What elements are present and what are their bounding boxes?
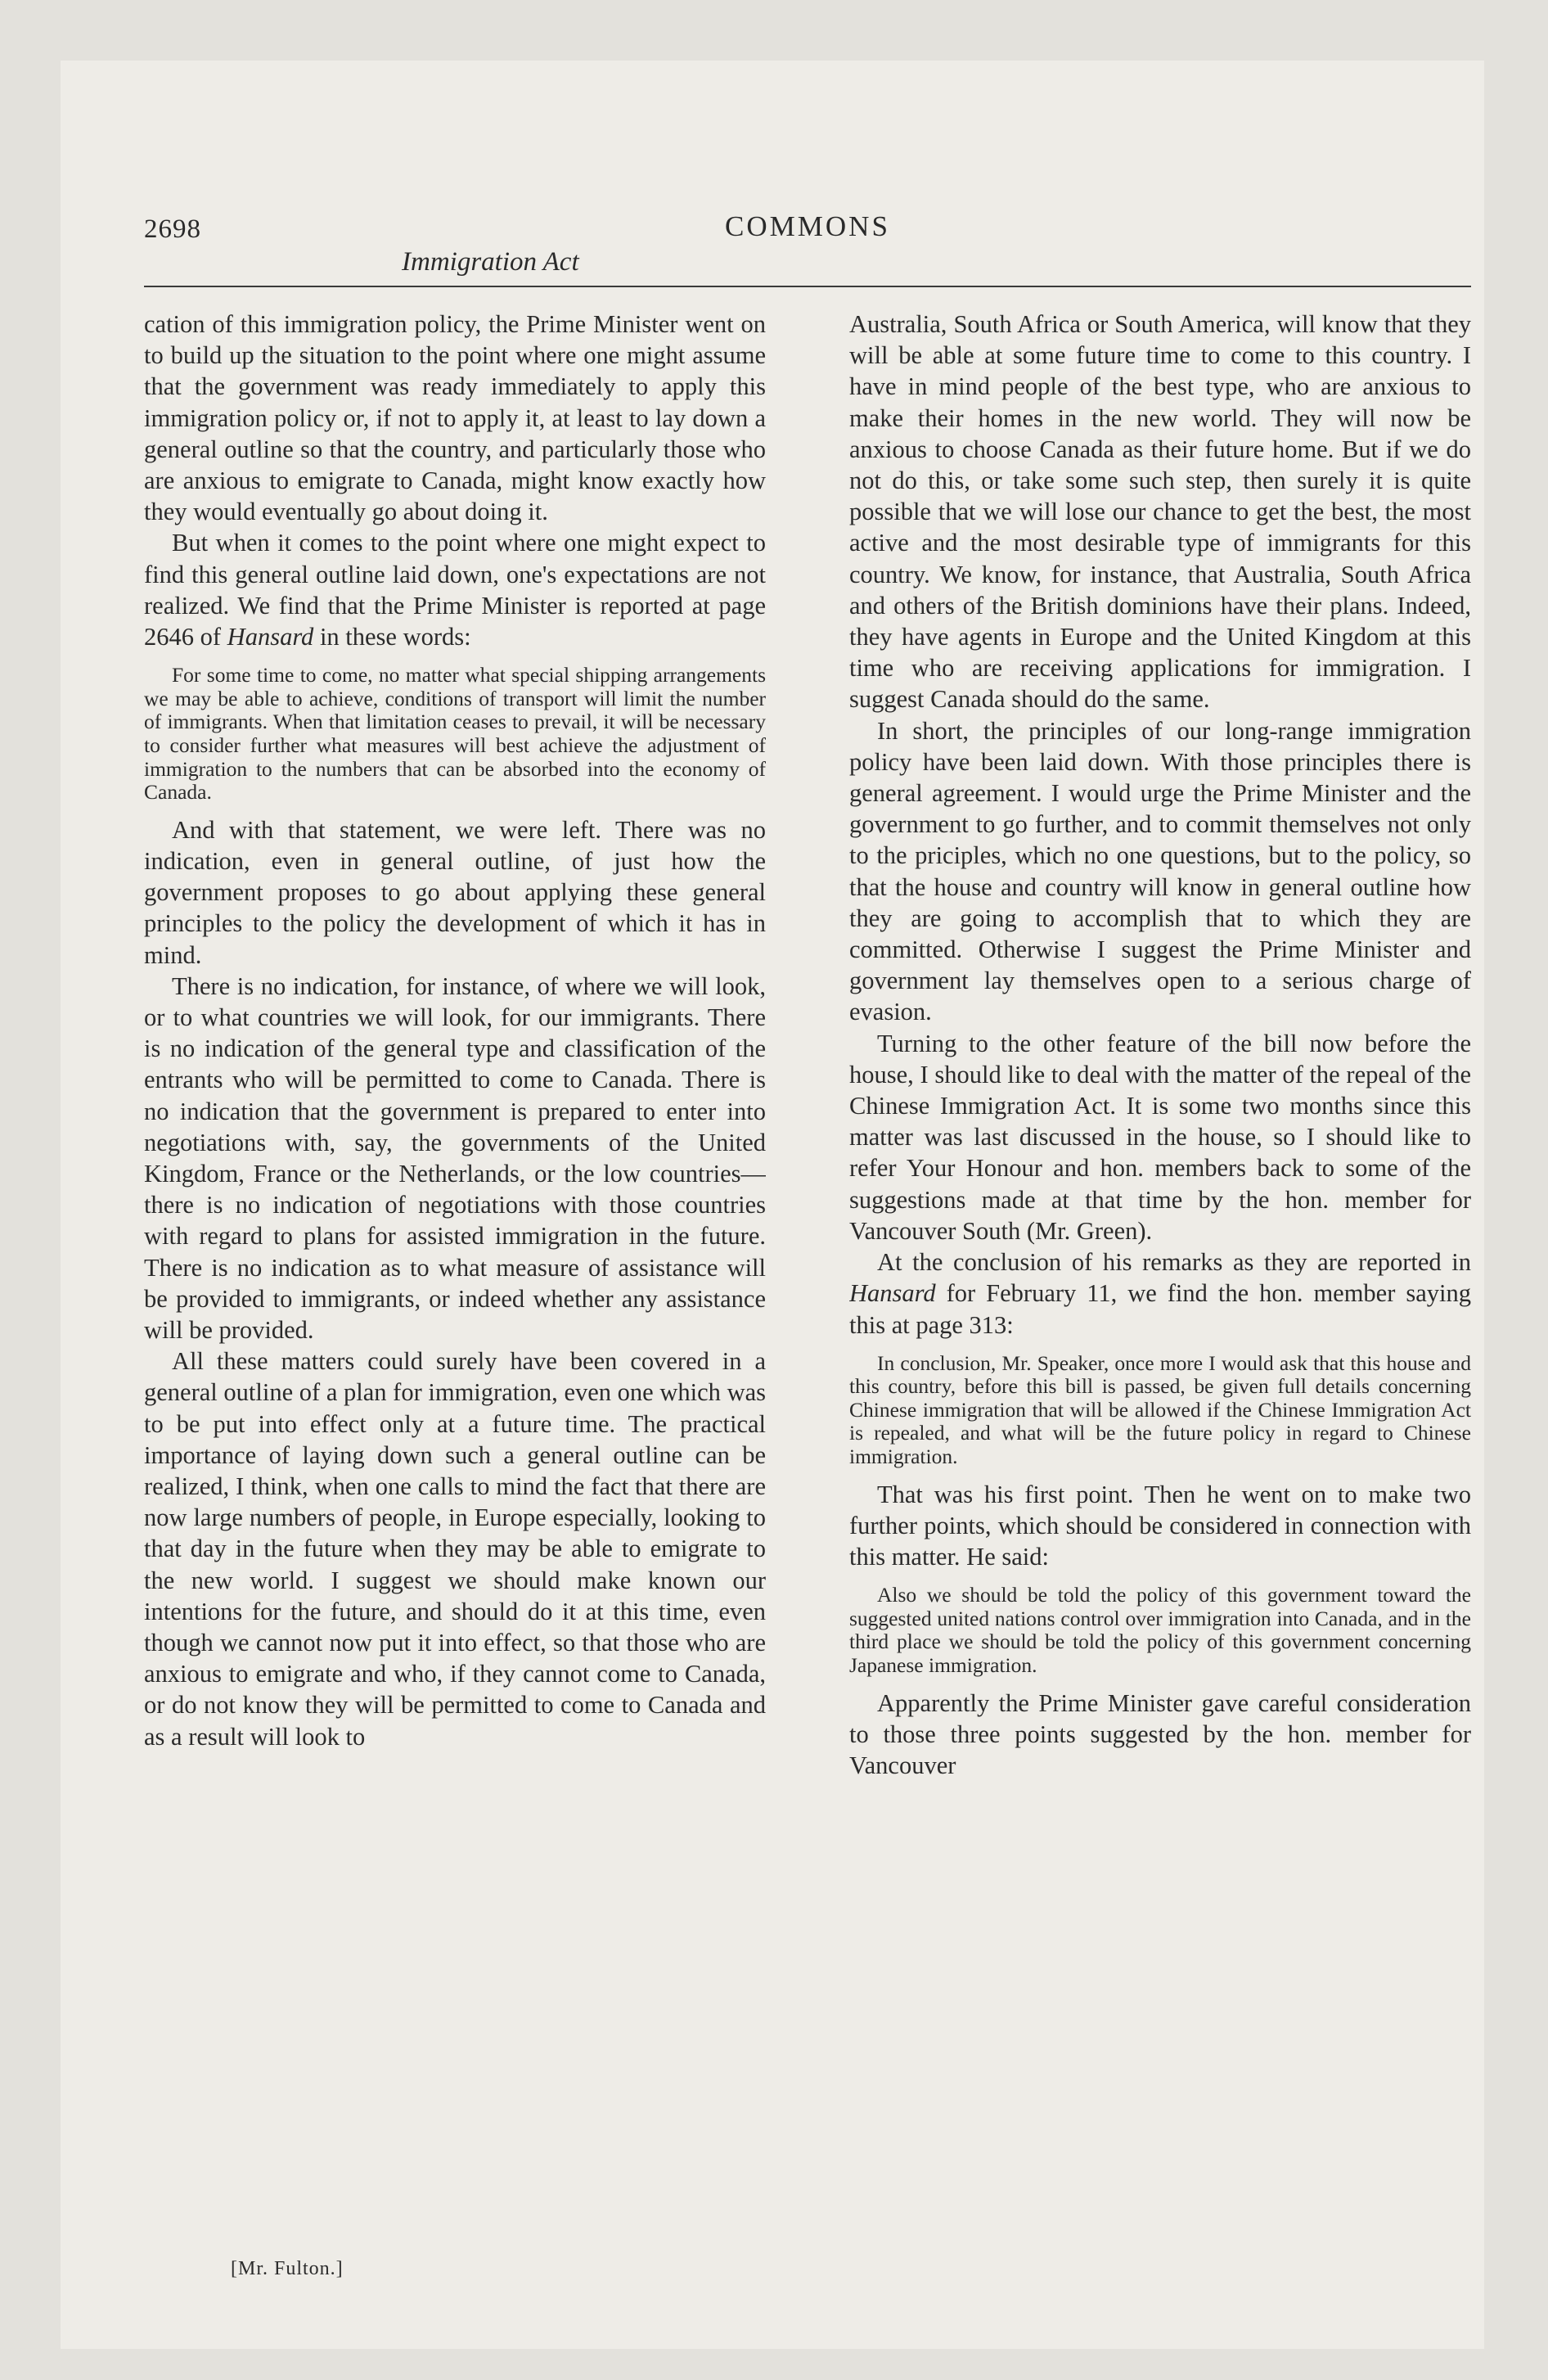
paragraph: Turning to the other feature of the bill now before the house, I should like to deal with the matter of the repeal of the Chinese Immigration Act. It is some two months since this matter was last discussed in the house, so I should like to refer Your Honour and hon. members back to some of the suggestions made at that time by the hon. member for Vancouver South (Mr. Green). [849,1029,1471,1245]
page-number: 2698 [144,214,201,244]
text-run: for February 11, we find the hon. member saying this at page 313: [849,1279,1471,1339]
paragraph [144,527,766,652]
paragraph: There is no indication, for instance, of where we will look, or to what countries we will look, for our immigrants. There is no indication of the general type and classification of the entrants who will be permitted to come to Canada. There is no indication that the government is prepared to enter into negotiations with, say, the governments of the United Kingdom, France or the Netherlands, or the low countries—there is no indication of negotiations with those countries with regard to plans for assisted immigration in the future. There is no indication as to what measure of assistance will be provided to immigrants, or indeed whether any assistance will be provided. [144,971,766,1345]
right-column [849,309,1471,2314]
paragraph: Australia, South Africa or South America, will know that they will be able at some future time to come to this country. I have in mind people of the best type, who are anxious to make their homes in the new world. They will now be anxious to choose Canada as their future home. But if we do not do this, or take some such step, then surely it is quite possible that we will lose our chance to get the best, the most active and the most desirable type of immigrants for this country. We know, for instance, that Australia, South Africa and others of the British dominions have their plans. Indeed, they have agents in Europe and the United Kingdom at this time who are receiving applications for immigration. I suggest Canada should do the same. [849,310,1471,714]
paragraph: And with that statement, we were left. There was no indication, even in general outline, of just how the government proposes to go about applying these general principles to the policy the development of which it has in mind. [144,815,766,969]
block-quote: For some time to come, no matter what special shipping arrangements we may be able to achieve, conditions of transport will limit the number of immigrants. When that limitation ceases to prevail, it will be necessary to consider further what measures will best achieve the adjustment of immigration to the numbers that can be absorbed into the economy of Canada. [144,663,766,805]
page-sheet [61,61,1484,2349]
paragraph: All these matters could surely have been covered in a general outline of a plan for immigration, even one which was to be put into effect only at a future time. The practical importance of laying down such a general outline can be realized, I think, when one calls to mind the fact that there are now large numbers of people, in Europe especially, looking to that day in the future when they may be able to emigrate to the new world. I suggest we should make known our intentions for the future, and should do it at this time, even though we cannot now put it into effect, so that those who are anxious to emigrate and who, if they cannot come to Canada, or do not know they will be permitted to come to Canada and as a result will look to [144,1347,766,1751]
italic-text: Hansard [227,623,314,651]
text-run: in these words: [313,623,471,651]
block-quote: In conclusion, Mr. Speaker, once more I would ask that this house and this country, before this bill is passed, be given full details concerning Chinese immigration that will be allowed if the Chinese Immigration Act is repealed, and what will be the future policy in regard to Chinese immigration. [849,1350,1471,1469]
speaker-footer: [Mr. Fulton.] [231,2258,344,2279]
italic-text: Hansard [849,1279,936,1308]
act-title: Immigration Act [402,247,579,277]
paragraph: Apparently the Prime Minister gave careful consideration to those three points suggested by the hon. member for Vancouver [849,1688,1471,1780]
journal-title: COMMONS [725,210,890,242]
block-quote: Also we should be told the policy of this government toward the suggested united nations control over immigration into Canada, and in the third place we should be told the policy of this government concerning Japanese immigration. [849,1583,1471,1678]
text-run: But when it comes to the point where one might expect to find this general outline laid down, one's expectations are not realized. We find that the Prime Minister is reported at page 2646 of [144,529,766,651]
header-rule [144,286,1471,287]
page-header [144,145,1471,286]
paragraph: That was his first point. Then he went on to make two further points, which should be considered in connection with this matter. He said: [849,1480,1471,1571]
left-column [144,309,766,2314]
paragraph: In short, the principles of our long-range immigration policy have been laid down. With those principles there is general agreement. I would urge the Prime Minister and the government to go further, and to commit themselves not only to the priciples, which no one questions, but to the policy, so that the house and country will know in general outline how they are going to accomplish that to which they are committed. Otherwise I suggest the Prime Minister and government lay themselves open to a serious charge of evasion. [849,716,1471,1026]
paragraph [849,1246,1471,1341]
paragraph: cation of this immigration policy, the Prime Minister went on to build up the situation to the point where one might assume that the government was ready immediately to apply this immigration policy or, if not to apply it, at least to lay down a general outline so that the country, and particularly those who are anxious to emigrate to Canada, might know exactly how they would eventually go about doing it. [144,310,766,526]
text-run: At the conclusion of his remarks as they are reported in [877,1248,1471,1277]
